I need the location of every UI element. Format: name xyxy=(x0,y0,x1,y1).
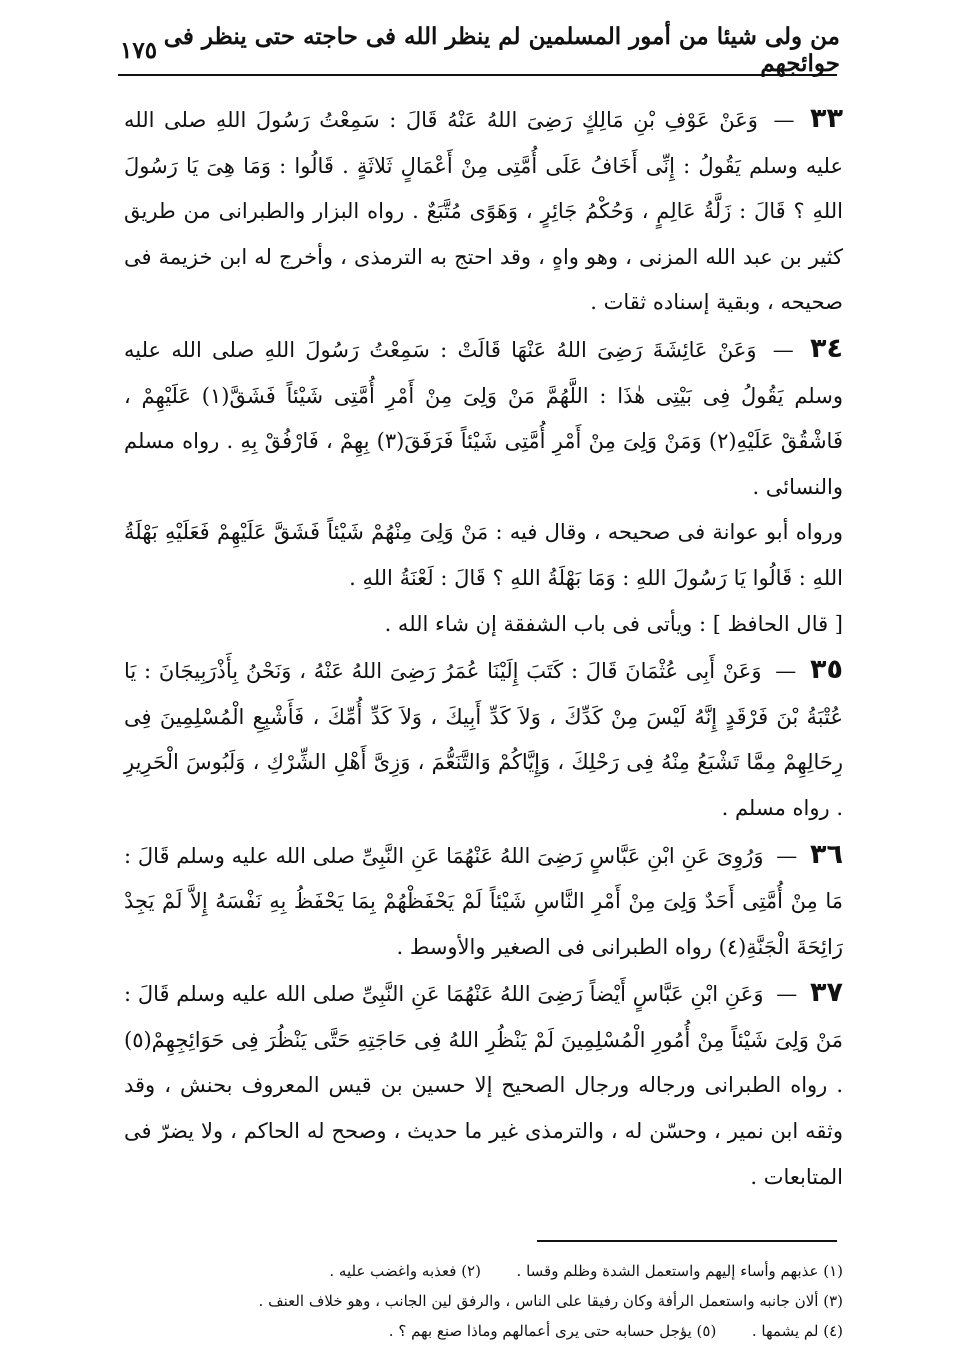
hadith-number: ٣٤ xyxy=(810,332,843,364)
hadith-number: ٣٣ xyxy=(810,103,843,134)
hadith-text: وَعَنْ أَبِى عُثْمَانَ قَالَ : كَتَبَ إِلَيْنَا عُمَرُ رَضِىَ اللهُ عَنْهُ ، وَنَحْنُ بِأَذْرَبِيجَانَ : يَا عُتْبَةُ بْنَ فَرْقَدٍ إِنَّهُ لَيْسَ مِنْ كَدِّكَ ، وَلاَ كَدِّ أَبِيكَ ، وَلاَ كَدِّ أُمِّكَ ، فَأَشْبِعِ الْمُسْلِمِينَ فِى رِحَالِهِمْ مِمَّا تَشْبَعُ مِنْهُ فِى رَحْلِكَ ، وَإِيَّاكُمْ وَالتَّنَعُّمَ ، وَزِىَّ أَهْلِ الشِّرْكِ ، وَلَبُوسَ الْحَرِيرِ . رواه مسلم . xyxy=(124,659,843,820)
footnote-3: (٣) ألان جانبه واستعمل الرأفة وكان رفيقا على الناس ، والرفق لين الجانب ، وهو خلاف العنف . xyxy=(258,1292,843,1310)
running-head-title: من ولى شيئا من أمور المسلمين لم ينظر الله فى حاجته حتى ينظر فى حوائجهم xyxy=(163,23,840,77)
hadith-dash: — xyxy=(773,108,795,132)
footnote-2: (٢) فعذبه واغضب عليه . xyxy=(329,1262,481,1280)
footnote-1: (١) عذبهم وأساء إليهم واستعمل الشدة وظلم وقسا . xyxy=(516,1262,843,1280)
hadith-text: وَرُوِىَ عَنِ ابْنِ عَبَّاسٍ رَضِىَ اللهُ عَنْهُمَا عَنِ النَّبِىِّ صلى الله عليه وسلم قَالَ : مَا مِنْ أُمَّتِى أَحَدٌ وَلِىَ مِنْ أَمْرِ النَّاسِ شَيْئاً لَمْ يَحْفَظْهُمْ بِمَا يَحْفَظُ بِهِ نَفْسَهُ إِلاَّ لَمْ يَجِدْ رَائِحَةَ الْجَنَّةِ(٤) رواه الطبرانى فى الصغير والأوسط . xyxy=(124,843,843,959)
main-text xyxy=(124,96,843,1200)
hadith-36 xyxy=(124,832,843,971)
footnote-rule xyxy=(537,1240,837,1242)
hadith-number: ٣٥ xyxy=(810,654,843,686)
footnotes xyxy=(124,1256,843,1346)
hadith-37 xyxy=(124,970,843,1200)
header-rule xyxy=(118,74,837,76)
abu-awana-paragraph xyxy=(124,510,843,601)
hadith-text: وَعَنْ عَوْفِ بْنِ مَالِكٍ رَضِىَ اللهُ عَنْهُ قَالَ : سَمِعْتُ رَسُولَ اللهِ صلى الله عليه وسلم يَقُولُ : إِنِّى أَخَافُ عَلَى أُمَّتِى مِنْ أَعْمَالٍ ثَلاثَةٍ . قَالُوا : وَمَا هِىَ يَا رَسُولَ اللهِ ؟ قَالَ : زَلَّةُ عَالِمٍ ، وَحُكْمُ جَائِرٍ ، وَهَوًى مُتَّبَعٌ . رواه البزار والطبرانى من طريق كثير بن عبد الله المزنى ، وهو واهٍ ، وقد احتج به الترمذى ، وأخرج له ابن خزيمة فى صحيحه ، وبقية إسناده ثقات . xyxy=(124,108,843,315)
hadith-33 xyxy=(124,96,843,326)
hadith-number: ٣٦ xyxy=(810,838,843,870)
running-head xyxy=(120,23,840,77)
footnote-4: (٤) لم يشمها . xyxy=(751,1322,843,1340)
hafiz-note xyxy=(124,602,843,648)
page-number: ١٧٥ xyxy=(120,36,158,64)
footnote-line xyxy=(124,1316,843,1346)
hadith-dash: — xyxy=(772,337,794,362)
abu-awana-text: ورواه أبو عوانة فى صحيحه ، وقال فيه : مَنْ وَلِىَ مِنْهُمْ شَيْئاً فَشَقَّ عَلَيْهِمْ فَعَلَيْهِ بَهْلَةُ اللهِ : قَالُوا يَا رَسُولَ اللهِ : وَمَا بَهْلَةُ اللهِ ؟ قَالَ : لَعْنَةُ اللهِ . xyxy=(124,520,843,590)
hadith-34 xyxy=(124,326,843,510)
footnote-line xyxy=(124,1256,843,1286)
hadith-dash: — xyxy=(776,843,798,868)
hadith-text: وَعَنِ ابْنِ عَبَّاسٍ أَيْضاً رَضِىَ اللهُ عَنْهُمَا عَنِ النَّبِىِّ صلى الله عليه وسلم قَالَ : مَنْ وَلِىَ شَيْئاً مِنْ أُمُورِ الْمُسْلِمِينَ لَمْ يَنْظُرِ اللهُ فِى حَاجَتِهِ حَتَّى يَنْظُرَ فِى حَوَائِجِهِمْ(٥) . رواه الطبرانى ورجاله ورجال الصحيح إلا حسين بن قيس المعروف بحنش ، وقد وثقه ابن نمير ، وحسّن له ، والترمذى غير ما حديث ، وصحح له الحاكم ، ولا يضرّ فى المتابعات . xyxy=(124,982,843,1189)
hadith-text: وَعَنْ عَائِشَةَ رَضِىَ اللهُ عَنْهَا قَالَتْ : سَمِعْتُ رَسُولَ اللهِ صلى الله عليه وسلم يَقُولُ فِى بَيْتِى هٰذَا : اللَّهُمَّ مَنْ وَلِىَ مِنْ أَمْرِ أُمَّتِى شَيْئاً فَشَقَّ(١) عَلَيْهِمْ ، فَاشْقُقْ عَلَيْهِ(٢) وَمَنْ وَلِىَ مِنْ أَمْرِ أُمَّتِى شَيْئاً فَرَفَقَ(٣) بِهِمْ ، فَارْفُقْ بِهِ . رواه مسلم والنسائى . xyxy=(124,337,844,499)
footnote-line xyxy=(124,1286,843,1316)
hadith-35 xyxy=(124,647,843,831)
hadith-dash: — xyxy=(776,982,798,1007)
hadith-number: ٣٧ xyxy=(810,977,843,1009)
footnote-5: (٥) يؤجل حسابه حتى يرى أعمالهم وماذا صنع بهم ؟ . xyxy=(388,1322,717,1340)
hadith-dash: — xyxy=(775,659,797,684)
hafiz-note-text: [ قال الحافظ ] : ويأتى فى باب الشفقة إن شاء الله . xyxy=(384,611,843,636)
